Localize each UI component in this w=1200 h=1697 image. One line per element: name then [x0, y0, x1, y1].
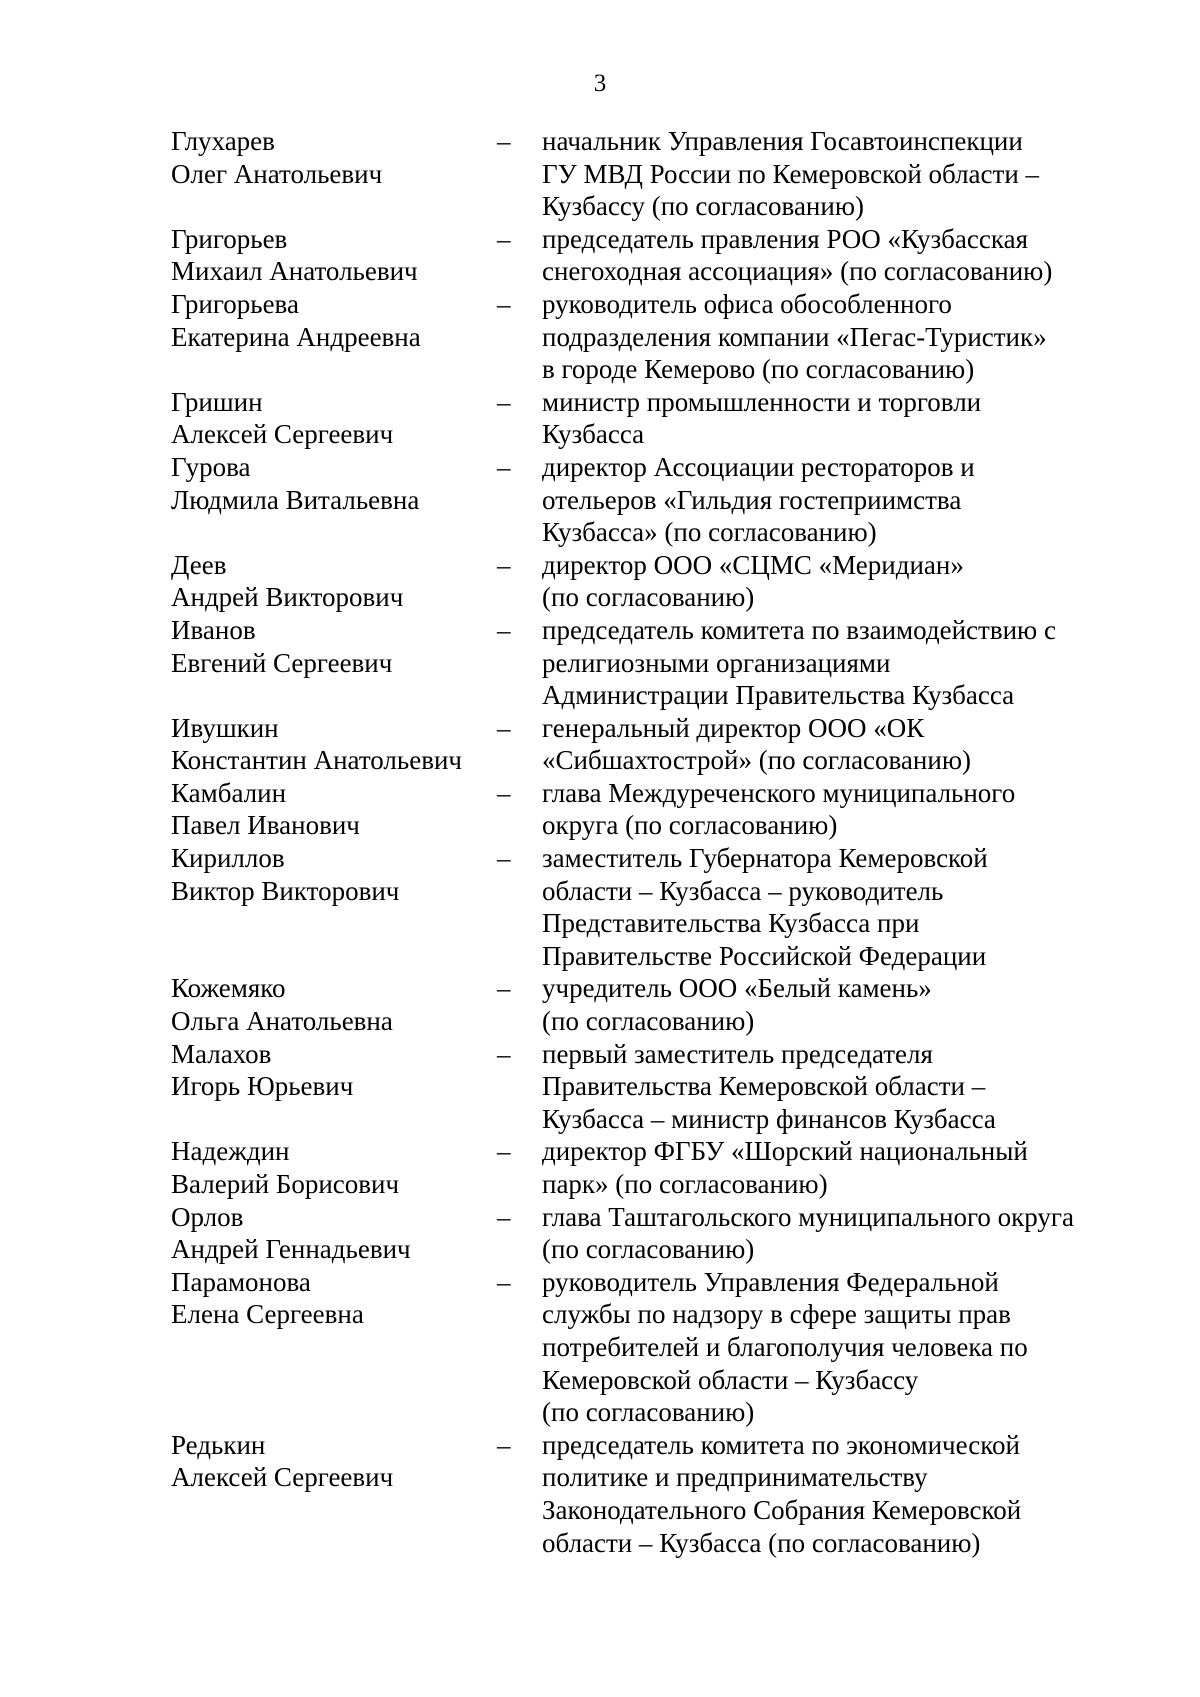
- dash-separator: –: [497, 1201, 511, 1232]
- member-role-line: потребителей и благополучия человека по: [542, 1331, 1028, 1362]
- member-surname: Деев: [171, 549, 227, 580]
- member-role-line: (по согласованию): [542, 1397, 755, 1428]
- member-name: [171, 549, 497, 614]
- member-given-names: Екатерина Андреевна: [171, 321, 421, 352]
- member-role-line: Правительстве Российской Федерации: [542, 940, 987, 971]
- member-given-names: Валерий Борисович: [171, 1169, 400, 1199]
- member-row: [171, 1266, 1171, 1429]
- member-role-line: Кузбасса: [542, 419, 645, 450]
- member-given-names: Ольга Анатольевна: [171, 1006, 393, 1037]
- member-role-line: генеральный директор ООО «ОК: [542, 712, 925, 743]
- member-role: [542, 1201, 1171, 1266]
- member-role-line: Представительства Кузбасса при: [542, 908, 920, 939]
- member-role-line: Кузбасса» (по согласованию): [542, 517, 877, 548]
- member-row: [171, 125, 1171, 223]
- member-row: [171, 614, 1171, 712]
- dash-separator: –: [497, 223, 511, 254]
- member-role-line: директор ООО «СЦМС «Меридиан»: [542, 549, 964, 580]
- member-name: [171, 1429, 497, 1494]
- dash-separator: –: [497, 1429, 511, 1460]
- member-surname: Редькин: [171, 1429, 266, 1460]
- member-role: [542, 549, 1171, 614]
- member-surname: Орлов: [171, 1201, 244, 1232]
- member-given-names: Олег Анатольевич: [171, 158, 383, 189]
- member-role-line: (по согласованию): [542, 1234, 755, 1265]
- member-role-line: «Сибшахтострой» (по согласованию): [542, 745, 971, 776]
- member-given-names: Алексей Сергеевич: [171, 419, 394, 450]
- member-role-line: подразделения компании «Пегас-Туристик»: [542, 321, 1047, 352]
- dash-separator: –: [497, 451, 511, 482]
- member-surname: Камбалин: [171, 777, 287, 808]
- member-role-line: (по согласованию): [542, 582, 755, 613]
- member-role: [542, 288, 1171, 386]
- member-name: [171, 972, 497, 1037]
- member-name: [171, 288, 497, 353]
- member-role: [542, 777, 1171, 842]
- member-role: [542, 223, 1171, 288]
- member-name: [171, 1135, 497, 1200]
- member-role: [542, 451, 1171, 549]
- member-role-line: заместитель Губернатора Кемеровской: [542, 843, 988, 874]
- member-name: [171, 386, 497, 451]
- member-given-names: Людмила Витальевна: [171, 484, 420, 515]
- member-role-line: (по согласованию): [542, 1006, 755, 1037]
- member-role-line: области – Кузбасса – руководитель: [542, 875, 944, 906]
- member-role-line: первый заместитель председателя: [542, 1038, 933, 1069]
- member-row: [171, 1201, 1171, 1266]
- dash-separator: –: [497, 843, 511, 874]
- dash-separator: –: [497, 288, 511, 319]
- member-row: [171, 451, 1171, 549]
- member-role: [542, 1135, 1171, 1200]
- member-name: [171, 125, 497, 190]
- member-row: [171, 1038, 1171, 1136]
- member-role-line: глава Междуреченского муниципального: [542, 777, 1016, 808]
- member-given-names: Евгений Сергеевич: [171, 647, 393, 678]
- member-row: [171, 1135, 1171, 1200]
- member-role-line: области – Кузбасса (по согласованию): [542, 1527, 981, 1558]
- member-role-line: руководитель Управления Федеральной: [542, 1266, 999, 1297]
- member-given-names: Виктор Викторович: [171, 875, 400, 906]
- member-name: [171, 1038, 497, 1103]
- dash-separator: –: [497, 126, 511, 156]
- member-surname: Кожемяко: [171, 973, 286, 1004]
- member-role-line: политике и предпринимательству: [542, 1462, 928, 1493]
- member-given-names: Андрей Геннадьевич: [171, 1234, 411, 1265]
- member-name: [171, 777, 497, 842]
- member-surname: Кириллов: [171, 843, 285, 874]
- member-role-line: службы по надзору в сфере защиты прав: [542, 1299, 1011, 1330]
- member-surname: Григорьев: [171, 223, 288, 254]
- member-surname: Парамонова: [171, 1266, 311, 1297]
- member-role-line: председатель комитета по экономической: [542, 1429, 1020, 1460]
- member-row: [171, 842, 1171, 972]
- member-role-line: председатель правления РОО «Кузбасская: [542, 223, 1028, 254]
- member-name: [171, 614, 497, 679]
- dash-separator: –: [497, 549, 511, 580]
- member-surname: Глухарев: [171, 126, 275, 156]
- member-role-line: Кузбасса – министр финансов Кузбасса: [542, 1103, 996, 1134]
- member-given-names: Павел Иванович: [171, 810, 360, 841]
- member-name: [171, 842, 497, 907]
- member-role-line: директор Ассоциации рестораторов и: [542, 451, 975, 482]
- member-row: [171, 223, 1171, 288]
- page-number: 3: [593, 70, 607, 97]
- member-row: [171, 1429, 1171, 1559]
- member-role-line: глава Таштагольского муниципального округа: [542, 1201, 1074, 1232]
- dash-separator: –: [497, 973, 511, 1004]
- member-surname: Ивушкин: [171, 712, 279, 743]
- dash-separator: –: [497, 614, 511, 645]
- dash-separator: –: [497, 1038, 511, 1069]
- dash-separator: –: [497, 1266, 511, 1297]
- dash-separator: –: [497, 1136, 511, 1167]
- member-surname: Гришин: [171, 386, 263, 417]
- member-role-line: Администрации Правительства Кузбасса: [542, 680, 1015, 711]
- member-given-names: Игорь Юрьевич: [171, 1071, 354, 1102]
- member-role: [542, 1038, 1171, 1136]
- member-surname: Григорьева: [171, 288, 299, 319]
- member-row: [171, 777, 1171, 842]
- member-role-line: Правительства Кемеровской области –: [542, 1071, 986, 1102]
- member-role: [542, 842, 1171, 972]
- dash-separator: –: [497, 777, 511, 808]
- member-role-line: начальник Управления Госавтоинспекции: [542, 126, 1023, 156]
- member-role-line: министр промышленности и торговли: [542, 386, 982, 417]
- member-name: [171, 1266, 497, 1331]
- member-role-line: председатель комитета по взаимодействию с: [542, 614, 1056, 645]
- member-role-line: снегоходная ассоциация» (по согласованию): [542, 256, 1053, 287]
- member-row: [171, 712, 1171, 777]
- member-row: [171, 972, 1171, 1037]
- member-role: [542, 1429, 1171, 1559]
- member-surname: Иванов: [171, 614, 256, 645]
- member-role: [542, 712, 1171, 777]
- member-role: [542, 1266, 1171, 1429]
- member-role-line: директор ФГБУ «Шорский национальный: [542, 1136, 1028, 1167]
- member-surname: Малахов: [171, 1038, 272, 1069]
- member-given-names: Алексей Сергеевич: [171, 1462, 394, 1493]
- member-role: [542, 972, 1171, 1037]
- member-role: [542, 614, 1171, 712]
- member-role: [542, 386, 1171, 451]
- member-row: [171, 288, 1171, 386]
- member-given-names: Елена Сергеевна: [171, 1299, 364, 1330]
- member-role-line: учредитель ООО «Белый камень»: [542, 973, 932, 1004]
- member-name: [171, 1201, 497, 1266]
- member-given-names: Михаил Анатольевич: [171, 256, 418, 287]
- dash-separator: –: [497, 712, 511, 743]
- member-surname: Гурова: [171, 451, 251, 482]
- member-role: [542, 125, 1171, 223]
- members-list: [171, 125, 1171, 1559]
- member-name: [171, 223, 497, 288]
- member-row: [171, 549, 1171, 614]
- member-role-line: в городе Кемерово (по согласованию): [542, 354, 975, 385]
- member-role-line: отельеров «Гильдия гостеприимства: [542, 484, 962, 515]
- member-given-names: Константин Анатольевич: [171, 745, 462, 776]
- member-role-line: религиозными организациями: [542, 647, 891, 678]
- member-surname: Надеждин: [171, 1136, 290, 1167]
- member-given-names: Андрей Викторович: [171, 582, 404, 613]
- member-role-line: Законодательного Собрания Кемеровской: [542, 1494, 1022, 1525]
- member-role-line: Кемеровской области – Кузбассу: [542, 1364, 919, 1395]
- member-row: [171, 386, 1171, 451]
- member-role-line: ГУ МВД России по Кемеровской области –: [542, 158, 1040, 189]
- member-role-line: Кузбассу (по согласованию): [542, 191, 864, 222]
- member-name: [171, 712, 497, 777]
- member-role-line: парк» (по согласованию): [542, 1169, 828, 1199]
- member-name: [171, 451, 497, 516]
- member-role-line: руководитель офиса обособленного: [542, 288, 952, 319]
- dash-separator: –: [497, 386, 511, 417]
- member-role-line: округа (по согласованию): [542, 810, 838, 841]
